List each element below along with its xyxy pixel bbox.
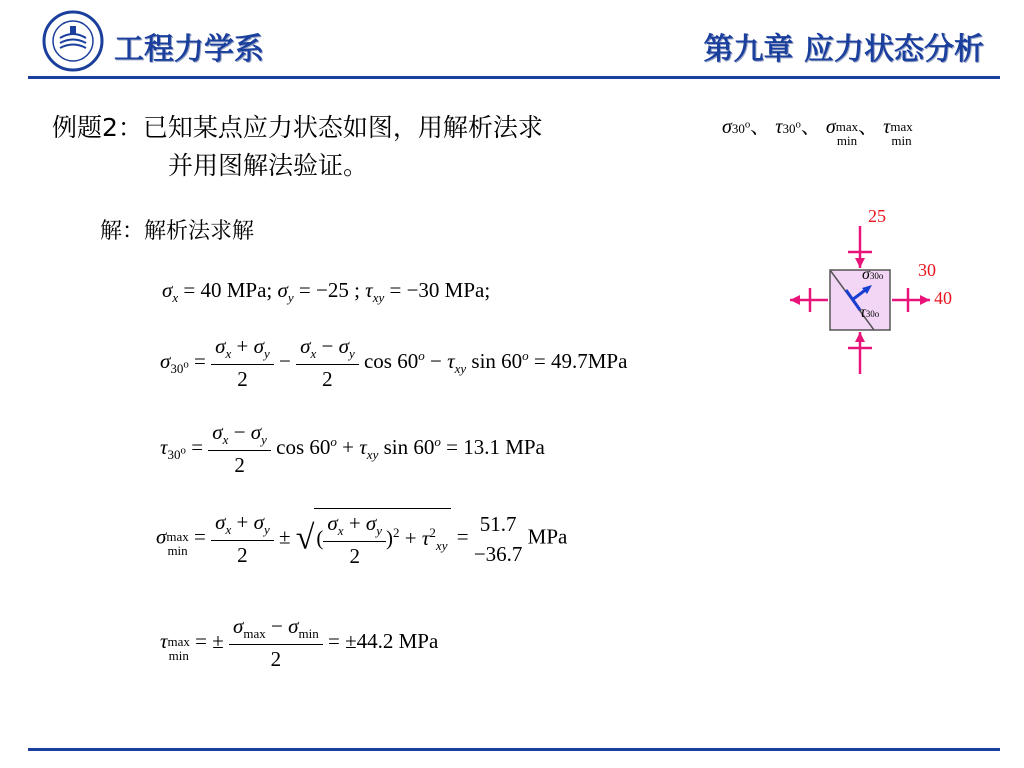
logo-icon: [42, 10, 104, 72]
sigma-max-value: 51.7: [479, 511, 517, 536]
problem-line-2: 并用图解法验证。: [168, 151, 369, 180]
equation-tau-30: $\tau_{30^o}$ = $\frac{\sigma_x - \sigma_y}{2}$ $\cos 60^o + \tau_{xy}$ sin 60$^o$ = 13.1 MPa: [160, 420, 545, 478]
equation-sigma-max-min: σ max min = $\frac{\sigma_x + \sigma_y}{2}$ ± √( $\frac{\sigma_x + \sigma_y}{2}$ )$^2 + \tau^2_{xy}$ = 51.7 −36.7 MPa: [156, 509, 568, 569]
equation-given-stresses: $\sigma_x = 40$ MPa; $\sigma_y = -25$ ; $\tau_{xy} = -30$ MPa;: [162, 278, 491, 306]
label-25: 25: [868, 206, 886, 226]
label-30: 30: [918, 260, 936, 280]
solution-heading: 解：解析法求解: [100, 219, 255, 244]
tau-30-label: τ30o: [860, 304, 880, 321]
sigma-min-value: −36.7: [473, 541, 523, 566]
chapter-title: 第九章 应力状态分析: [703, 32, 984, 67]
department-title: 工程力学系: [114, 32, 264, 67]
footer-divider: [28, 748, 1000, 751]
sigma-30-label: σ30o: [862, 266, 884, 283]
problem-line-1: 例题2：已知某点应力状态如图，用解析法求: [52, 113, 543, 142]
university-logo: [42, 10, 104, 72]
stress-element-diagram: [780, 200, 980, 380]
label-40: 40: [934, 288, 952, 308]
problem-targets: σ30$^o$、 τ30$^o$、 σ max min 、 τ max min: [722, 114, 913, 148]
header-divider: [28, 76, 1000, 79]
equation-sigma-30: $\sigma_{30^o}$ = $\frac{\sigma_x + \sigma_y}{2}$ − $\frac{\sigma_x - \sigma_y}{2}$ $\cos 60^o - \tau_{xy}$ sin 60$^o$ = 49.7MPa: [160, 334, 628, 392]
equation-tau-max-min: τ max min = ± $\frac{\sigma_{max} - \sigma_{min}}{2}$ = ±44.2 MPa: [160, 614, 439, 672]
